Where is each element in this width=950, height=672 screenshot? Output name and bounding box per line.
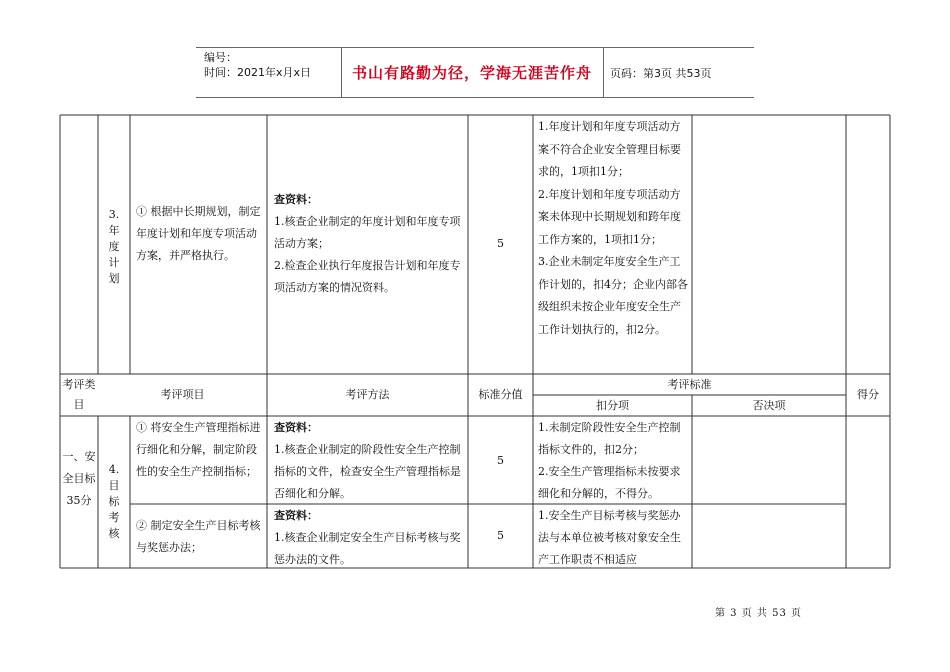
document-time-label: 时间：2021年x月x日 <box>204 66 312 79</box>
header-meta <box>204 50 311 80</box>
header-veto: 否决项 <box>752 399 786 412</box>
header-standard: 考评标准 <box>667 378 712 391</box>
score-row-2: 5 <box>497 529 504 542</box>
score-annual-plan: 5 <box>497 237 504 250</box>
header-motto: 书山有路勤为径，学海无涯苦作舟 <box>351 64 592 82</box>
method-text: 1.核查企业制定的阶段性安全生产控制指标的文件，检查安全生产管理指标是否细化和分解。 <box>274 443 461 500</box>
deduct-line: 1.未制定阶段性安全生产控制指标文件的，扣2分； <box>538 421 681 456</box>
category-safety-target: 一、安全目标35分 <box>62 450 96 507</box>
deduct-annual-plan <box>538 116 690 341</box>
requirement-row-1: ① 将安全生产管理指标进行细化和分解，制定阶段性的安全生产控制指标； <box>136 421 261 478</box>
header-category: 考评类目 <box>62 378 96 411</box>
item-target-assessment-text: 4.目标考核 <box>108 463 120 540</box>
header-item: 考评项目 <box>160 388 205 401</box>
deduct-row-2 <box>538 505 690 567</box>
header-result: 得分 <box>857 388 879 401</box>
item-target-assessment <box>99 462 129 542</box>
item-annual-plan <box>99 207 129 287</box>
header-divider <box>603 48 604 97</box>
deduct-line: 2.年度计划和年度专项活动方案未体现中长期规划和跨年度工作方案的，1项扣1分； <box>538 187 681 246</box>
method-title: 查资料： <box>274 421 318 434</box>
method-text: 1.核查企业制定安全生产目标考核与奖惩办法的文件。 <box>274 531 461 566</box>
deduct-line: 2.安全生产管理指标未按要求细化和分解的，不得分。 <box>538 465 681 500</box>
requirement-annual-plan: ① 根据中长期规划，制定年度计划和年度专项活动方案，并严格执行。 <box>136 205 261 262</box>
header-score: 标准分值 <box>478 388 523 401</box>
deduct-line: 1.安全生产目标考核与奖惩办法与本单位被考核对象安全生产工作职责不相适应 <box>538 509 681 566</box>
method-line: 2.检查企业执行年度报告计划和年度专项活动方案的情况资料。 <box>274 259 461 294</box>
header-page-label: 页码：第3页 共53页 <box>610 67 712 80</box>
method-title: 查资料： <box>274 193 318 206</box>
page-footer: 第 3 页 共 53 页 <box>715 608 802 619</box>
method-row-2 <box>274 505 464 571</box>
deduct-line: 1.年度计划和年度专项活动方案不符合企业安全管理目标要求的，1项扣1分； <box>538 120 681 178</box>
header-method: 考评方法 <box>345 388 390 401</box>
method-row-1 <box>274 417 464 505</box>
page-header <box>196 47 754 98</box>
method-line: 1.核查企业制定的年度计划和年度专项活动方案； <box>274 215 461 250</box>
score-row-1: 5 <box>497 454 504 467</box>
requirement-row-2: ② 制定安全生产目标考核与奖惩办法； <box>136 519 261 554</box>
item-annual-plan-text: 3.年度计划 <box>108 208 120 285</box>
deduct-row-1 <box>538 417 690 505</box>
method-title: 查资料： <box>274 509 318 522</box>
deduct-line: 3.企业未制定年度安全生产工作计划的，扣4分；企业内部各级组织未按企业年度安全生产工作计划执行的，扣2分。 <box>538 255 688 336</box>
document-number-label: 编号： <box>204 51 237 64</box>
header-deduct: 扣分项 <box>596 399 629 412</box>
method-annual-plan <box>274 189 464 299</box>
